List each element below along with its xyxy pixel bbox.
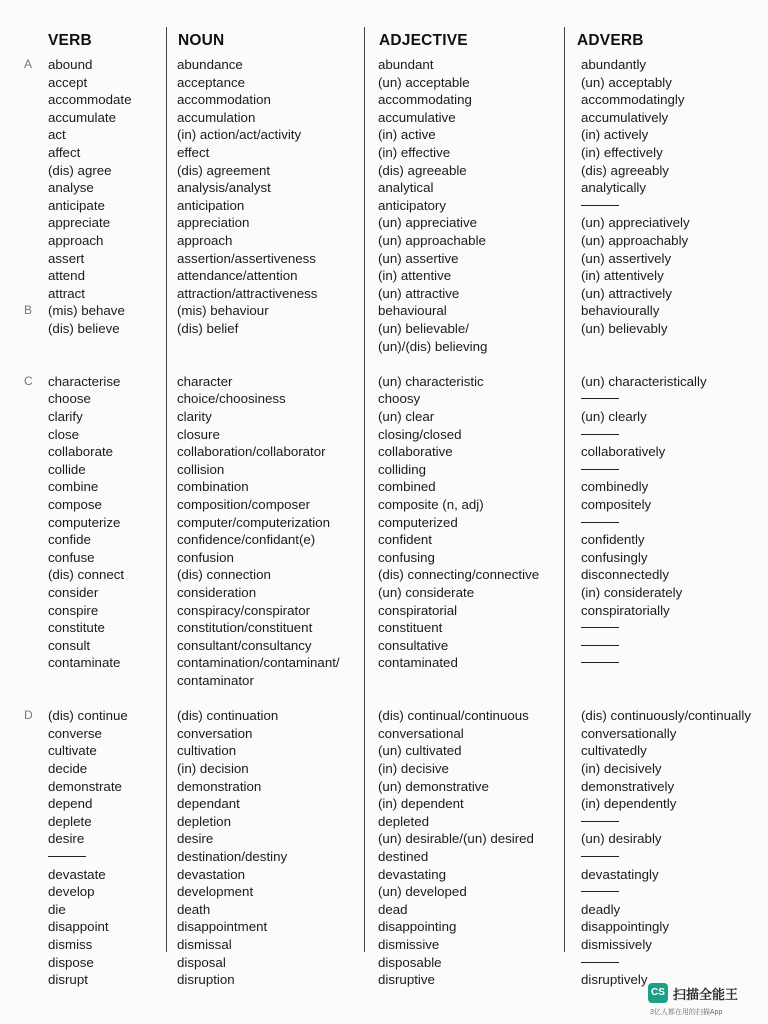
adverb-cell: (un) attractively (581, 285, 672, 301)
table-row (0, 848, 768, 866)
table-row (0, 637, 768, 655)
verb-cell: conspire (48, 602, 99, 618)
table-row (0, 197, 768, 215)
adverb-cell (581, 390, 619, 408)
noun-cell: cultivation (177, 743, 237, 759)
adverb-cell (581, 197, 619, 215)
adjective-cell: (un) demonstrative (378, 778, 489, 794)
verb-cell: approach (48, 233, 104, 248)
verb-cell: (mis) behave (48, 303, 125, 319)
adverb-cell (581, 848, 619, 866)
adverb-cell: accumulatively (581, 109, 669, 125)
verb-cell: deplete (48, 813, 92, 829)
adverb-cell: (un) assertively (581, 250, 672, 266)
adverb-cell: (un) approachably (581, 233, 689, 248)
no-form-dash (581, 856, 619, 857)
adverb-cell: demonstratively (581, 778, 675, 794)
table-row (0, 778, 768, 796)
adverb-cell: (un) appreciatively (581, 215, 690, 231)
adjective-cell: contaminated (378, 655, 458, 671)
verb-cell: decide (48, 761, 88, 776)
noun-cell: death (177, 901, 211, 917)
adjective-cell: (un) attractive (378, 285, 460, 301)
table-row (0, 936, 768, 954)
noun-cell: desire (177, 831, 214, 847)
noun-cell: composition/composer (177, 497, 311, 512)
noun-cell: collision (177, 461, 225, 477)
noun-cell: approach (177, 233, 233, 248)
table-row (0, 109, 768, 127)
verb-cell: clarify (48, 409, 83, 424)
adverb-cell: (un) believably (581, 321, 668, 336)
adjective-cell: (un) characteristic (378, 373, 484, 389)
adjective-cell: depleted (378, 813, 430, 829)
no-form-dash (581, 962, 619, 963)
noun-cell: confidence/confidant(e) (177, 532, 316, 548)
noun-cell: accommodation (177, 92, 271, 108)
table-row (0, 566, 768, 584)
table-row (0, 725, 768, 743)
noun-cell: (in) action/act/activity (177, 127, 302, 143)
verb-cell: attend (48, 268, 85, 284)
adverb-cell (581, 426, 619, 444)
adjective-cell: behavioural (378, 303, 447, 319)
adjective-cell: (dis) agreeable (378, 162, 467, 178)
no-form-dash (581, 522, 619, 523)
table-row (0, 232, 768, 250)
adjective-cell: conversational (378, 725, 464, 741)
table-row (0, 126, 768, 144)
verb-cell: analyse (48, 180, 94, 196)
no-form-dash (581, 891, 619, 892)
verb-cell: devastate (48, 866, 106, 882)
table-row (0, 742, 768, 760)
verb-cell: choose (48, 391, 91, 407)
verb-cell: accept (48, 74, 88, 90)
table-row (0, 954, 768, 972)
table-row (0, 214, 768, 232)
adjective-cell: (un) desirable/(un) desired (378, 831, 534, 847)
no-form-dash (581, 398, 619, 399)
adverb-cell: (in) considerately (581, 585, 683, 600)
adverb-cell: (in) dependently (581, 796, 677, 812)
table-row (0, 830, 768, 848)
adverb-cell (581, 514, 619, 532)
adverb-cell: deadly (581, 901, 621, 917)
adverb-cell: (un) clearly (581, 409, 647, 424)
adverb-cell: (in) attentively (581, 268, 664, 284)
table-row (0, 883, 768, 901)
adjective-cell: confident (378, 532, 432, 548)
adverb-cell: (dis) continuously/continually (581, 708, 751, 724)
noun-cell: disruption (177, 972, 235, 988)
verb-cell: (dis) agree (48, 162, 112, 178)
noun-cell: constitution/constituent (177, 620, 313, 636)
noun-cell: devastation (177, 866, 246, 882)
noun-cell: attendance/attention (177, 268, 298, 284)
noun-cell: clarity (177, 409, 212, 424)
adjective-cell: (dis) continual/continuous (378, 708, 529, 724)
adjective-cell: (un) assertive (378, 250, 459, 266)
adjective-cell: (dis) connecting/connective (378, 567, 540, 583)
verb-cell: demonstrate (48, 778, 122, 794)
noun-cell: effect (177, 145, 210, 160)
table-row (0, 602, 768, 620)
adjective-cell: confusing (378, 549, 435, 565)
brand-name: 扫描全能王 (673, 987, 739, 1002)
adverb-cell: accommodatingly (581, 92, 685, 108)
verb-cell: die (48, 901, 66, 917)
noun-cell: dependant (177, 796, 240, 812)
table-row (0, 144, 768, 162)
noun-cell: development (177, 884, 254, 900)
adverb-cell: dismissively (581, 937, 652, 952)
adjective-cell: combined (378, 479, 436, 495)
table-row (0, 514, 768, 532)
camscanner-logo-icon: CS (648, 983, 668, 1003)
table-row (0, 584, 768, 602)
verb-cell: depend (48, 796, 93, 812)
verb-cell: contaminate (48, 655, 121, 671)
adjective-cell: (un) developed (378, 884, 467, 900)
header-noun: NOUN (178, 32, 225, 49)
noun-cell: analysis/analyst (177, 180, 271, 196)
adjective-cell: (un) appreciative (378, 215, 478, 231)
table-row (0, 813, 768, 831)
table-row (0, 654, 768, 672)
adverb-cell: behaviourally (581, 303, 660, 319)
verb-cell: accommodate (48, 92, 132, 108)
adjective-cell: (in) dependent (378, 796, 464, 812)
adjective-cell: composite (n, adj) (378, 497, 484, 512)
noun-cell: anticipation (177, 197, 245, 213)
table-row (0, 619, 768, 637)
noun-cell: (dis) connection (177, 567, 271, 583)
verb-cell: attract (48, 285, 85, 301)
adverb-cell: analytically (581, 180, 647, 196)
noun-cell: (in) decision (177, 761, 249, 776)
adverb-cell (581, 654, 619, 672)
verb-cell: (dis) continue (48, 708, 128, 724)
table-row (0, 795, 768, 813)
adjective-cell: choosy (378, 391, 421, 407)
no-form-dash (48, 856, 86, 857)
adverb-cell (581, 461, 619, 479)
verb-cell: converse (48, 725, 102, 741)
table-row (0, 443, 768, 461)
adjective-cell: (in) attentive (378, 268, 452, 284)
noun-cell: destination/destiny (177, 849, 288, 864)
table-row (0, 179, 768, 197)
table-row (0, 901, 768, 919)
brand-tagline: 3亿人都在用的扫描App (650, 1009, 723, 1016)
verb-cell (48, 848, 86, 866)
adjective-cell: conspiratorial (378, 602, 458, 618)
adjective-cell: dismissive (378, 937, 440, 952)
verb-cell: abound (48, 57, 93, 72)
table-row (0, 56, 768, 74)
adverb-cell: collaboratively (581, 444, 666, 460)
adverb-cell: confusingly (581, 549, 648, 565)
adverb-cell: conversationally (581, 725, 677, 741)
adverb-cell (581, 637, 619, 655)
adverb-cell: combinedly (581, 479, 649, 495)
noun-cell: conspiracy/conspirator (177, 602, 311, 618)
adverb-cell (581, 619, 619, 637)
adverb-cell: (in) effectively (581, 145, 663, 160)
verb-cell: combine (48, 479, 99, 495)
adverb-cell (581, 883, 619, 901)
section-letter: B (24, 303, 33, 318)
noun-cell: abundance (177, 57, 243, 72)
header-adverb: ADVERB (577, 32, 644, 49)
noun-cell: closure (177, 426, 220, 442)
verb-cell: dismiss (48, 937, 93, 952)
noun-cell: disappointment (177, 919, 268, 935)
adjective-cell: dead (378, 901, 408, 917)
header-adjective: ADJECTIVE (379, 32, 468, 49)
adjective-cell: anticipatory (378, 197, 446, 213)
adjective-cell: closing/closed (378, 426, 462, 442)
adjective-cell: consultative (378, 637, 449, 653)
noun-cell: conversation (177, 725, 253, 741)
table-row (0, 760, 768, 778)
verb-cell: characterise (48, 373, 121, 389)
adverb-cell: (in) actively (581, 127, 649, 143)
adverb-cell: conspiratorially (581, 602, 670, 618)
adverb-cell: (dis) agreeably (581, 162, 669, 178)
adjective-cell: accumulative (378, 109, 456, 125)
table-row (0, 496, 768, 514)
no-form-dash (581, 434, 619, 435)
adjective-cell: abundant (378, 57, 434, 72)
section-letter: D (24, 708, 33, 723)
camscanner-watermark (648, 983, 758, 1017)
verb-cell: computerize (48, 514, 121, 530)
noun-cell: dismissal (177, 937, 232, 952)
table-row (0, 390, 768, 408)
adverb-cell: disconnectedly (581, 567, 669, 583)
verb-cell: accumulate (48, 109, 116, 125)
noun-cell: disposal (177, 954, 226, 970)
adjective-cell: (un)/(dis) believing (378, 338, 488, 354)
adjective-cell: (un) acceptable (378, 74, 470, 90)
table-row (0, 250, 768, 268)
noun-cell: contamination/contaminant/ (177, 655, 340, 671)
verb-cell: compose (48, 497, 102, 512)
verb-cell: confuse (48, 549, 95, 565)
noun-cell: combination (177, 479, 249, 495)
table-row (0, 408, 768, 426)
verb-cell: cultivate (48, 743, 97, 759)
section-letter: C (24, 373, 33, 388)
verb-cell: consult (48, 637, 91, 653)
noun-cell: (mis) behaviour (177, 303, 269, 319)
verb-cell: disrupt (48, 972, 88, 988)
adjective-cell: (in) effective (378, 145, 451, 160)
table-row (0, 531, 768, 549)
table-row (0, 162, 768, 180)
noun-cell: collaboration/collaborator (177, 444, 326, 460)
no-form-dash (581, 645, 619, 646)
adverb-cell: abundantly (581, 57, 647, 72)
adverb-cell: confidently (581, 532, 645, 548)
table-row (0, 426, 768, 444)
verb-cell: confide (48, 532, 91, 548)
table-row (0, 302, 768, 320)
noun-cell: contaminator (177, 673, 254, 688)
table-row (0, 373, 768, 391)
header-verb: VERB (48, 32, 92, 49)
table-row (0, 918, 768, 936)
verb-cell: dispose (48, 954, 94, 970)
no-form-dash (581, 662, 619, 663)
adjective-cell: (in) decisive (378, 761, 449, 776)
adverb-cell: (un) desirably (581, 831, 662, 847)
adverb-cell: (in) decisively (581, 761, 662, 776)
table-row (0, 707, 768, 725)
verb-cell: anticipate (48, 197, 105, 213)
adjective-cell: constituent (378, 620, 443, 636)
verb-cell: disappoint (48, 919, 109, 935)
table-row (0, 320, 768, 338)
adverb-cell: (un) acceptably (581, 74, 672, 90)
adjective-cell: analytical (378, 180, 434, 196)
table-row (0, 461, 768, 479)
adverb-cell: disappointingly (581, 919, 669, 935)
table-row (0, 285, 768, 303)
no-form-dash (581, 821, 619, 822)
table-row (0, 91, 768, 109)
noun-cell: attraction/attractiveness (177, 285, 318, 301)
adjective-cell: devastating (378, 866, 447, 882)
verb-cell: (dis) believe (48, 321, 120, 336)
adverb-cell: (un) characteristically (581, 373, 707, 389)
noun-cell: acceptance (177, 74, 246, 90)
noun-cell: assertion/assertiveness (177, 250, 316, 266)
table-row (0, 478, 768, 496)
adverb-cell: devastatingly (581, 866, 659, 882)
noun-cell: demonstration (177, 778, 262, 794)
adjective-cell: computerized (378, 514, 458, 530)
adverb-cell (581, 954, 619, 972)
adverb-cell: disruptively (581, 972, 648, 988)
adjective-cell: disposable (378, 954, 442, 970)
verb-cell: assert (48, 250, 85, 266)
adjective-cell: accommodating (378, 92, 472, 108)
noun-cell: choice/choosiness (177, 391, 286, 407)
verb-cell: act (48, 127, 66, 143)
verb-cell: collaborate (48, 444, 114, 460)
table-row (0, 866, 768, 884)
noun-cell: depletion (177, 813, 231, 829)
adjective-cell: (un) cultivated (378, 743, 462, 759)
table-row (0, 549, 768, 567)
no-form-dash (581, 627, 619, 628)
adjective-cell: (un) clear (378, 409, 435, 424)
verb-cell: develop (48, 884, 95, 900)
verb-cell: constitute (48, 620, 105, 636)
noun-cell: confusion (177, 549, 234, 565)
verb-cell: close (48, 426, 80, 442)
noun-cell: (dis) continuation (177, 708, 279, 724)
table-row (0, 672, 768, 690)
adjective-cell: (in) active (378, 127, 436, 143)
verb-cell: (dis) connect (48, 567, 125, 583)
verb-cell: consider (48, 585, 99, 600)
adverb-cell (581, 813, 619, 831)
noun-cell: consultant/consultancy (177, 637, 312, 653)
noun-cell: appreciation (177, 215, 250, 231)
noun-cell: consideration (177, 585, 257, 600)
adjective-cell: collaborative (378, 444, 453, 460)
no-form-dash (581, 205, 619, 206)
adjective-cell: (un) believable/ (378, 321, 469, 336)
table-row (0, 267, 768, 285)
verb-cell: affect (48, 145, 81, 160)
noun-cell: character (177, 373, 233, 389)
noun-cell: accumulation (177, 109, 256, 125)
noun-cell: (dis) agreement (177, 162, 271, 178)
no-form-dash (581, 469, 619, 470)
adjective-cell: (un) approachable (378, 233, 486, 248)
verb-cell: appreciate (48, 215, 111, 231)
table-row (0, 338, 768, 356)
noun-cell: (dis) belief (177, 321, 239, 336)
adjective-cell: destined (378, 849, 429, 864)
adjective-cell: colliding (378, 461, 427, 477)
adjective-cell: (un) considerate (378, 585, 475, 600)
section-letter: A (24, 57, 33, 71)
adjective-cell: disappointing (378, 919, 457, 935)
verb-cell: collide (48, 461, 86, 477)
verb-cell: desire (48, 831, 85, 847)
table-row (0, 74, 768, 92)
adverb-cell: compositely (581, 497, 652, 512)
adverb-cell: cultivatedly (581, 743, 647, 759)
noun-cell: computer/computerization (177, 514, 330, 530)
adjective-cell: disruptive (378, 972, 435, 988)
